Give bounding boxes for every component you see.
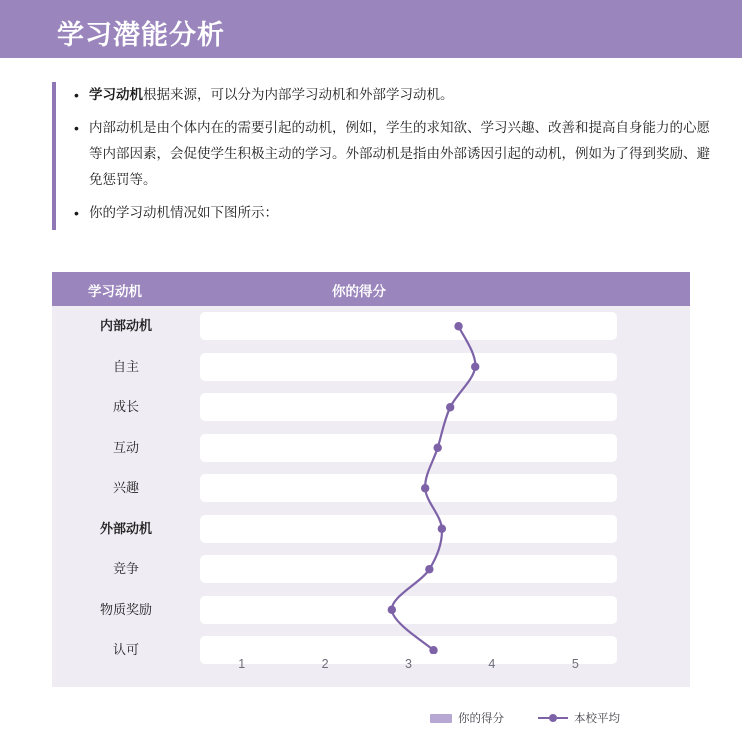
score-bar-track [200, 434, 617, 462]
row-label-2: 成长 [112, 399, 139, 414]
row-label-5: 外部动机 [99, 520, 152, 536]
bullet-text-2: 你的学习动机情况如下图所示： [89, 205, 278, 220]
x-tick-label: 2 [321, 657, 329, 671]
row-label-4: 兴趣 [112, 480, 139, 495]
score-bar-track [200, 596, 617, 624]
x-tick-label: 1 [238, 657, 246, 671]
score-bar-track [200, 515, 617, 543]
x-tick-label: 3 [405, 657, 412, 671]
row-label-3: 互动 [112, 439, 139, 455]
row-label-0: 内部动机 [99, 318, 152, 333]
table-row [52, 306, 690, 347]
page-header [0, 0, 742, 58]
row-label-1: 自主 [112, 358, 139, 374]
list-item [72, 115, 712, 193]
chart-rows [52, 306, 690, 671]
table-row [52, 468, 690, 509]
score-bar-track [200, 393, 617, 421]
row-label-7: 物质奖励 [99, 601, 152, 617]
legend-label-your-score: 你的得分 [458, 713, 504, 725]
line-swatch-icon [538, 713, 568, 723]
table-row [52, 590, 690, 631]
legend-label-school-average: 本校平均 [574, 713, 620, 725]
bullet-text-1: 内部动机是由个体内在的需要引起的动机，例如，学生的求知欲、学习兴趣、改善和提高自身能力的心愿等内部因素，会促使学生积极主动的学习。外部动机是指由外部诱因引起的动机，例如为了得到奖励、避免惩罚等。 [89, 120, 710, 187]
list-item [72, 200, 712, 226]
x-tick-label: 4 [488, 657, 496, 671]
page-title: 学习潜能分析 [57, 20, 225, 50]
chart-legend [430, 710, 690, 730]
row-label-8: 认可 [112, 642, 139, 657]
chart-header [52, 272, 690, 306]
column-header-score: 你的得分 [332, 284, 386, 299]
x-tick-label: 5 [571, 657, 579, 671]
table-row [52, 347, 690, 388]
bullet-text-0: 根据来源，可以分为内部学习动机和外部学习动机。 [143, 87, 454, 102]
list-item [72, 82, 712, 108]
table-row [52, 549, 690, 590]
column-header-motivation: 学习动机 [88, 284, 142, 299]
legend-item-your-score [430, 710, 504, 726]
bar-swatch-icon [430, 714, 452, 723]
score-bar-track [200, 555, 617, 583]
chart-panel [52, 272, 690, 687]
table-row [52, 509, 690, 550]
bullet-strong-0: 学习动机 [89, 87, 143, 102]
score-bar-track [200, 312, 617, 340]
bullet-list [72, 82, 712, 226]
score-bar-track [200, 474, 617, 502]
row-label-6: 竞争 [112, 561, 139, 576]
x-axis [52, 657, 690, 677]
legend-item-school-average [538, 710, 620, 726]
score-bar-track [200, 353, 617, 381]
table-row [52, 428, 690, 469]
table-row [52, 387, 690, 428]
accent-bar [52, 82, 56, 230]
